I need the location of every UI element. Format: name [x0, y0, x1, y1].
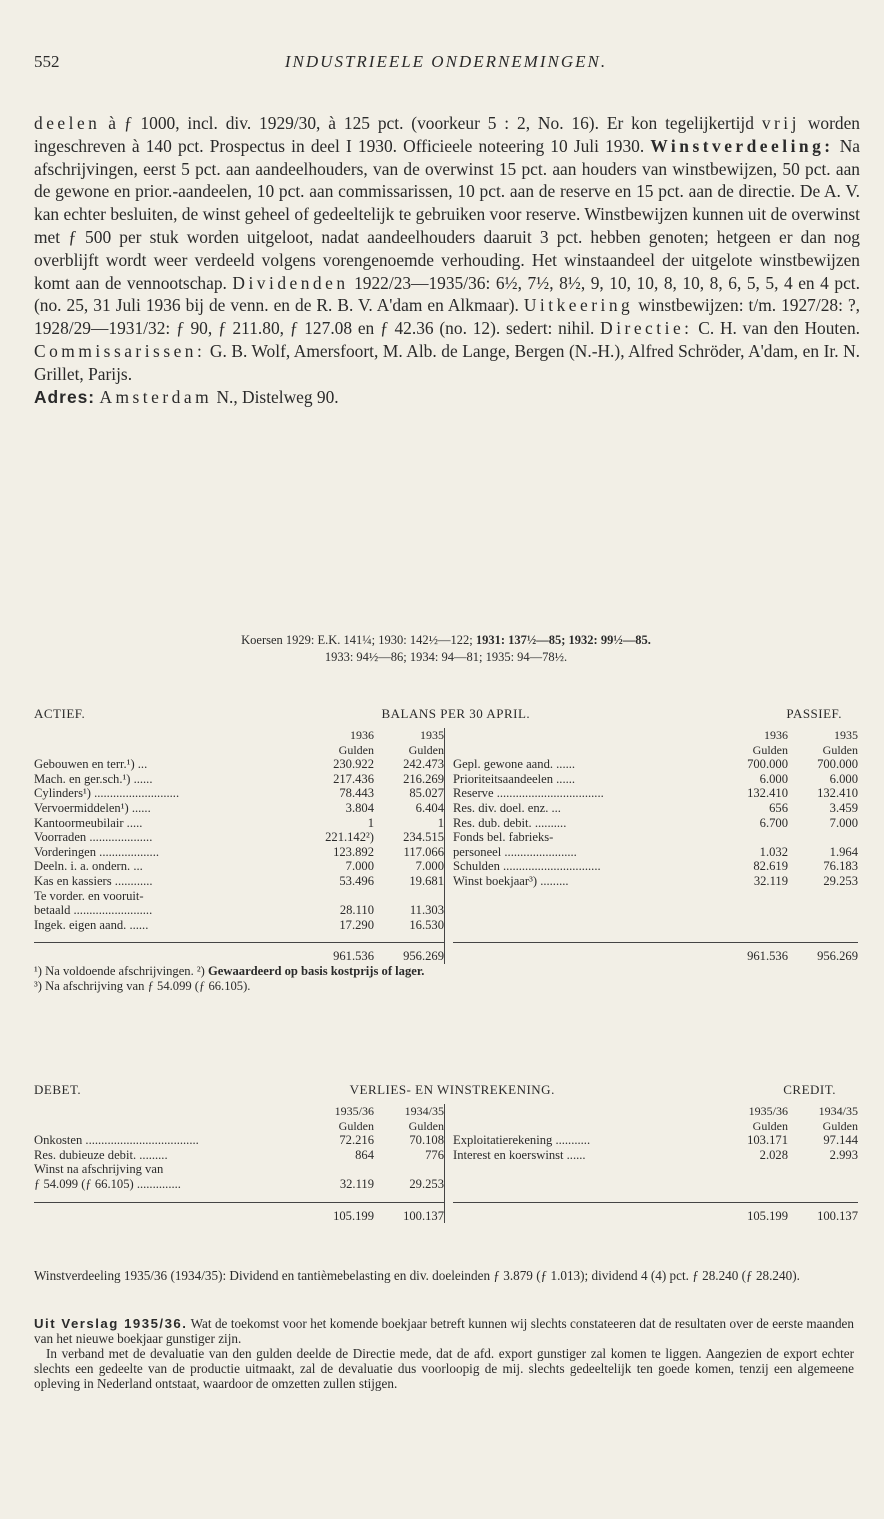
debet-caption: DEBET. — [34, 1082, 82, 1097]
unit-2: Gulden — [408, 742, 444, 757]
table-row — [453, 1133, 858, 1148]
row-value-2: 29.253 — [823, 873, 858, 888]
row-value-1: 230.922 — [333, 757, 374, 772]
year-2: 1934/35 — [404, 1104, 444, 1118]
row-value-2: 7.000 — [829, 815, 858, 830]
koersen-text-bold: 1931: 137½—85; 1932: 99½—85. — [475, 633, 651, 647]
total-2: 956.269 — [403, 949, 444, 964]
row-label: Gebouwen en terr.¹) ... — [34, 757, 148, 772]
table-row — [453, 845, 858, 860]
row-value-2: 6.404 — [415, 800, 444, 815]
unit-header — [34, 1119, 444, 1134]
row-value-2: 29.253 — [409, 1176, 444, 1191]
row-label: Vorderingen ................... — [34, 844, 159, 859]
row-value-2: 3.459 — [829, 800, 858, 815]
table-row — [34, 816, 444, 831]
balance-captions — [34, 706, 858, 722]
footnote-text: ¹) Na voldoende afschrijvingen. ²) — [34, 963, 209, 978]
row-value-1: 17.290 — [339, 917, 374, 932]
adres-rest: N., Distelweg 90. — [212, 386, 339, 407]
row-label: betaald ......................... — [34, 903, 153, 918]
table-row — [34, 903, 444, 918]
adres-label: Adres: — [34, 386, 96, 407]
row-label: Exploitatierekening ........... — [453, 1133, 591, 1148]
unit-2: Gulden — [408, 1118, 444, 1133]
row-value-2: 1 — [437, 815, 444, 830]
row-label: Res. dub. debit. .......... — [453, 815, 567, 830]
verslag-paragraph-2: In verband met de devaluatie van den gulden deelde de Directie mede, dat de afd. export gunstiger zal komen te liggen. Aangezien de export echter slechts een gedeelte van de productie uitmaakt, zal de devaluatie dus voorloopig de mij. slechts gedeeltelijk ten goede komen, tenzij een algemeene opleving in Nederland ontstaat, waardoor de omzetten zullen stijgen. — [34, 1346, 854, 1391]
table-row — [453, 830, 858, 845]
balance-sheet — [34, 706, 858, 994]
row-value-2: 7.000 — [415, 859, 444, 874]
row-value-2: 6.000 — [829, 771, 858, 786]
verslag-section — [34, 1316, 854, 1391]
unit-1: Gulden — [338, 1118, 374, 1133]
balance-title: BALANS PER 30 APRIL. — [381, 706, 531, 721]
year-header — [453, 728, 858, 743]
row-label: Kantoormeubilair ..... — [34, 815, 143, 830]
table-row — [34, 1133, 444, 1148]
passief-rows — [453, 757, 858, 888]
debet-rows — [34, 1133, 444, 1191]
passief-total — [453, 942, 858, 964]
actief-caption: ACTIEF. — [34, 706, 86, 721]
table-row — [34, 845, 444, 860]
row-value-1: 864 — [355, 1147, 374, 1162]
row-value-2: 11.303 — [409, 903, 444, 918]
row-value-1: 1.032 — [759, 844, 788, 859]
table-row — [453, 801, 858, 816]
row-value-1: 53.496 — [339, 873, 374, 888]
table-row — [453, 859, 858, 874]
table-row — [34, 786, 444, 801]
row-value-2: 132.410 — [817, 786, 858, 801]
row-value-1: 32.119 — [339, 1176, 374, 1191]
footnote-2: ³) Na afschrijving van ƒ 54.099 (ƒ 66.105). — [34, 978, 251, 993]
unit-header — [453, 743, 858, 758]
passief-column — [444, 728, 858, 964]
row-value-2: 117.066 — [403, 844, 444, 859]
row-value-1: 123.892 — [333, 844, 374, 859]
total-2: 100.137 — [817, 1208, 858, 1223]
row-label: Deeln. i. a. ondern. ... — [34, 859, 143, 874]
row-label: Voorraden .................... — [34, 830, 153, 845]
table-row — [34, 918, 444, 933]
row-value-1: 72.216 — [339, 1133, 374, 1148]
footnote-1 — [34, 964, 858, 979]
row-value-2: 242.473 — [403, 757, 444, 772]
row-value-2: 776 — [425, 1147, 444, 1162]
table-row — [34, 874, 444, 889]
year-1: 1935/36 — [748, 1104, 788, 1118]
passief-caption: PASSIEF. — [786, 706, 842, 721]
row-value-1: 32.119 — [753, 873, 788, 888]
term-deelen: deelen — [34, 113, 101, 133]
term-winstverdeeling: Winstverdeeling: — [650, 135, 834, 156]
unit-1: Gulden — [752, 1118, 788, 1133]
actief-total — [34, 942, 444, 964]
row-label: Res. dubieuze debit. ......... — [34, 1147, 168, 1162]
actief-rows — [34, 757, 444, 932]
koersen-block — [34, 632, 858, 666]
text-segment: 1922/23—1935/36: 6½, 7½, 8½, 9, 10, 10, 8, 10, 8, 6, 5, 5, 4 en 4 pct. (no. 25, 31 Juli 1936 bij de venn. en de R. B. V. A'dam en Alkmaar). — [34, 272, 860, 316]
table-row — [34, 1162, 444, 1177]
verslag-text: Wat de toekomst voor het komende boekjaar betreft kunnen wij slechts constateeren dat de resultaten over de eerste maanden van het nieuwe boekjaar gunstiger zijn. — [34, 1316, 854, 1346]
table-row — [453, 772, 858, 787]
year-2: 1934/35 — [818, 1104, 858, 1118]
koersen-line-2: 1933: 94½—86; 1934: 94—81; 1935: 94—78½. — [324, 650, 568, 664]
year-1: 1935/36 — [334, 1104, 374, 1118]
credit-column — [444, 1104, 858, 1223]
row-value-2: 76.183 — [823, 859, 858, 874]
row-value-1: 656 — [769, 800, 788, 815]
table-row — [453, 757, 858, 772]
verslag-title: Uit Verslag 1935/36. — [34, 1316, 188, 1331]
year-1: 1936 — [764, 728, 788, 742]
row-value-2: 97.144 — [823, 1133, 858, 1148]
row-value-2: 85.027 — [409, 786, 444, 801]
table-row — [34, 772, 444, 787]
table-row — [453, 1148, 858, 1163]
row-value-2: 70.108 — [409, 1133, 444, 1148]
row-label: Winst na afschrijving van — [34, 1162, 164, 1177]
row-value-1: 217.436 — [333, 771, 374, 786]
row-label: Schulden ............................... — [453, 859, 601, 874]
row-label: Winst boekjaar³) ......... — [453, 873, 569, 888]
row-value-2: 16.530 — [409, 917, 444, 932]
row-label: Interest en koerswinst ...... — [453, 1147, 586, 1162]
year-header — [453, 1104, 858, 1119]
term-vrij: vrij — [761, 113, 800, 133]
row-label: Gepl. gewone aand. ...... — [453, 757, 576, 772]
winstverdeeling-note: Winstverdeeling 1935/36 (1934/35): Dividend en tantièmebelasting en div. doeleinden ƒ 3.879 (ƒ 1.013); dividend 4 (4) pct. ƒ 28.240 (ƒ 28.240). — [34, 1268, 800, 1283]
table-row — [34, 757, 444, 772]
row-value-1: 1 — [367, 815, 374, 830]
text-segment: winstbewijzen: t/m. 1927/28: ?, 1928/29—1931/32: ƒ 90, ƒ 211.80, ƒ 127.08 en ƒ 42.36 (no. 12). sedert: nihil. — [34, 295, 861, 339]
term-commissarissen: Commissarissen: — [34, 340, 206, 361]
row-value-2: 216.269 — [403, 771, 444, 786]
row-value-1: 78.443 — [339, 786, 374, 801]
pl-title: VERLIES- EN WINSTREKENING. — [349, 1082, 555, 1097]
term-dividenden: Dividenden — [232, 272, 349, 293]
table-row — [453, 874, 858, 889]
year-2: 1935 — [420, 728, 444, 742]
year-1: 1936 — [350, 728, 374, 742]
koersen-line-1 — [34, 632, 858, 649]
total-1: 961.536 — [333, 949, 374, 964]
credit-caption: CREDIT. — [783, 1082, 836, 1097]
year-2: 1935 — [834, 728, 858, 742]
text-segment: C. H. van den Houten. — [692, 318, 860, 339]
row-label: Onkosten .................................... — [34, 1133, 199, 1148]
unit-1: Gulden — [338, 742, 374, 757]
total-2: 100.137 — [403, 1208, 444, 1223]
credit-rows — [453, 1133, 858, 1162]
page-number: 552 — [34, 52, 60, 71]
unit-2: Gulden — [822, 1118, 858, 1133]
balance-footnotes — [34, 964, 858, 994]
actief-column — [34, 728, 444, 964]
row-value-1: 28.110 — [339, 903, 374, 918]
text-segment: worden ingeschreven à 140 pct. Prospectus in deel I 1930. Officieele noteering 10 Juli 1930. — [34, 113, 860, 156]
table-row — [453, 786, 858, 801]
verslag-paragraph-1 — [34, 1316, 854, 1346]
total-1: 105.199 — [333, 1208, 374, 1223]
table-row — [34, 1177, 444, 1192]
table-row — [34, 889, 444, 904]
row-value-1: 103.171 — [747, 1133, 788, 1148]
table-row — [34, 859, 444, 874]
page-header — [34, 52, 858, 76]
row-label: Fonds bel. fabrieks- — [453, 830, 554, 845]
row-value-2: 2.993 — [829, 1147, 858, 1162]
total-2: 956.269 — [817, 949, 858, 964]
table-row — [34, 801, 444, 816]
profit-loss-statement — [34, 1082, 858, 1223]
pl-columns — [34, 1104, 858, 1223]
balance-columns — [34, 728, 858, 964]
row-value-1: 82.619 — [753, 859, 788, 874]
company-description — [34, 112, 860, 408]
unit-header — [34, 743, 444, 758]
row-value-1: 132.410 — [747, 786, 788, 801]
row-value-1: 3.804 — [345, 800, 374, 815]
credit-total — [453, 1202, 858, 1224]
row-label: Vervoermiddelen¹) ...... — [34, 800, 151, 815]
unit-1: Gulden — [752, 742, 788, 757]
row-label: Res. div. doel. enz. ... — [453, 800, 561, 815]
total-1: 105.199 — [747, 1208, 788, 1223]
unit-2: Gulden — [822, 742, 858, 757]
term-uitkeering: Uitkeering — [523, 295, 634, 316]
row-value-1: 221.142²) — [325, 830, 374, 845]
row-value-1: 2.028 — [759, 1147, 788, 1162]
term-directie: Directie: — [600, 318, 693, 339]
row-value-1: 6.700 — [759, 815, 788, 830]
text-segment: Na afschrijvingen, eerst 5 pct. aan aandeelhouders, van de overwinst 15 pct. aan houders van winstbewijzen, 50 pct. aan de gewone en prior.-aandeelen, 10 pct. aan commissarissen, 10 pct. aan de reserve en 15 pct. aan de directie. De A. V. kan echter besluiten, de winst geheel of gedeeltelijk te gebruiken voor reserve. Winstbewijzen kunnen uit de overwinst met ƒ 500 per stuk worden uitgeloot, nadat aandeelhouders daaruit 3 pct. hebben genoten; hetgeen er dan nog overblijft wordt weer verdeeld volgens vorengenoemde verhouding. Het winstaandeel der uitgelote winstbewijzen komt aan de vennootschap. — [34, 135, 860, 293]
koersen-text: Koersen 1929: E.K. 141¼; 1930: 142½—122; — [241, 633, 476, 647]
pl-captions — [34, 1082, 858, 1098]
row-value-2: 1.964 — [829, 844, 858, 859]
debet-column — [34, 1104, 444, 1223]
table-row — [453, 816, 858, 831]
year-header — [34, 1104, 444, 1119]
row-label: Prioriteitsaandeelen ...... — [453, 771, 576, 786]
debet-total — [34, 1202, 444, 1224]
table-row — [34, 830, 444, 845]
text-segment: à ƒ 1000, incl. div. 1929/30, à 125 pct. (voorkeur 5 : 2, No. 16). Er kon tegelijkertijd — [100, 113, 762, 133]
text-segment: G. B. Wolf, Amersfoort, M. Alb. de Lange, Bergen (N.-H.), Alfred Schröder, A'dam, en Ir. N. Grillet, Parijs. — [34, 340, 860, 384]
row-label: personeel ....................... — [453, 844, 577, 859]
row-value-1: 700.000 — [747, 757, 788, 772]
year-header — [34, 728, 444, 743]
total-1: 961.536 — [747, 949, 788, 964]
row-label: Mach. en ger.sch.¹) ...... — [34, 771, 153, 786]
unit-header — [453, 1119, 858, 1134]
footnote-bold: Gewaardeerd op basis kostprijs of lager. — [208, 963, 425, 978]
row-label: ƒ 54.099 (ƒ 66.105) .............. — [34, 1176, 181, 1191]
row-value-2: 19.681 — [409, 873, 444, 888]
row-label: Cylinders¹) ........................... — [34, 786, 180, 801]
row-value-2: 234.515 — [403, 830, 444, 845]
row-label: Ingek. eigen aand. ...... — [34, 917, 149, 932]
row-label: Reserve .................................. — [453, 786, 604, 801]
table-row — [34, 1148, 444, 1163]
running-title: INDUSTRIEELE ONDERNEMINGEN. — [284, 52, 608, 71]
row-label: Kas en kassiers ............ — [34, 873, 153, 888]
row-value-1: 7.000 — [345, 859, 374, 874]
adres-city: Amsterdam — [99, 386, 213, 407]
row-label: Te vorder. en vooruit- — [34, 888, 144, 903]
row-value-2: 700.000 — [817, 757, 858, 772]
row-value-1: 6.000 — [759, 771, 788, 786]
